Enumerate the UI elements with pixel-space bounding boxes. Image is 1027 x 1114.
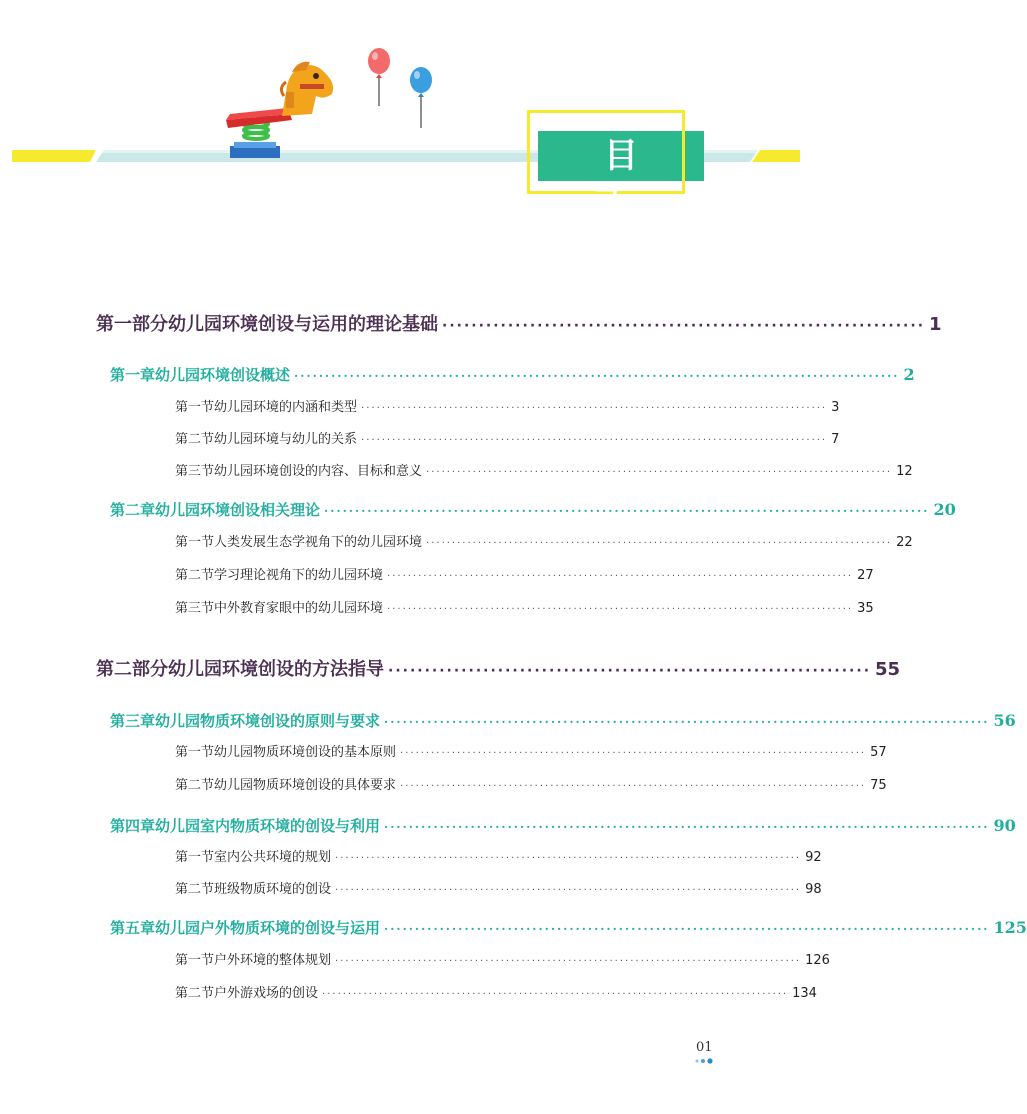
section-number: 第一节 <box>175 400 215 415</box>
toc-section[interactable] <box>175 741 887 761</box>
toc-section[interactable] <box>175 982 817 1002</box>
leader-dots: ·························································································· <box>335 853 802 864</box>
toc-chapter[interactable] <box>110 815 1016 837</box>
leader-dots: ·························································································· <box>400 781 867 792</box>
leader-dots: ·································································································· <box>384 820 990 834</box>
section-number: 第三节 <box>175 601 215 616</box>
footer-page-number: 01 <box>696 1040 713 1055</box>
section-title: 幼儿园物质环境创设的基本原则 <box>214 745 397 760</box>
leader-dots: ·································································· <box>442 318 926 334</box>
section-number: 第二节 <box>175 778 215 793</box>
toc-chapter[interactable] <box>110 364 915 386</box>
section-number: 第三节 <box>175 464 215 479</box>
page-number: 134 <box>792 986 817 1001</box>
page-number: 12 <box>896 464 913 479</box>
blue-balloon <box>406 64 436 130</box>
toc-section[interactable] <box>175 774 887 794</box>
section-title: 幼儿园环境创设的内容、目标和意义 <box>214 464 423 479</box>
chapter-title: 幼儿园环境创设相关理论 <box>155 501 321 519</box>
section-number: 第一节 <box>175 850 215 865</box>
chapter-title: 幼儿园物质环境创设的原则与要求 <box>155 712 381 730</box>
toc-section[interactable] <box>175 878 822 898</box>
leader-dots: ·························································································· <box>335 956 802 967</box>
page-number: 126 <box>805 953 830 968</box>
section-title: 户外游戏场的创设 <box>214 986 319 1001</box>
chapter-number: 第三章 <box>110 712 156 730</box>
page-number: 90 <box>993 816 1016 835</box>
toc-section[interactable] <box>175 428 840 448</box>
section-number: 第二节 <box>175 568 215 583</box>
section-number: 第二节 <box>175 432 215 447</box>
chapter-number: 第四章 <box>110 817 156 835</box>
toc-part[interactable] <box>96 310 942 336</box>
section-title: 室内公共环境的规划 <box>214 850 332 865</box>
section-number: 第一节 <box>175 535 215 550</box>
chapter-title: 幼儿园户外物质环境的创设与运用 <box>155 919 381 937</box>
page-number: 75 <box>870 778 887 793</box>
section-number: 第二节 <box>175 882 215 897</box>
part-title: 幼儿园环境创设的方法指导 <box>168 659 384 680</box>
toc-section[interactable] <box>175 597 874 617</box>
page-number: 35 <box>857 601 874 616</box>
section-title: 班级物质环境的创设 <box>214 882 332 897</box>
toc-chapter[interactable] <box>110 499 956 521</box>
chapter-title: 幼儿园环境创设概述 <box>155 366 291 384</box>
page-number: 57 <box>870 745 887 760</box>
leader-dots: ·································································································· <box>324 504 930 518</box>
leader-dots: ·························································································· <box>387 571 854 582</box>
page-number: 27 <box>857 568 874 583</box>
red-balloon <box>364 46 394 108</box>
leader-dots: ·························································································· <box>426 467 893 478</box>
footer-dots-decoration <box>694 1056 718 1066</box>
page-number: 98 <box>805 882 822 897</box>
leader-dots: ·························································································· <box>361 403 828 414</box>
chapter-number: 第五章 <box>110 919 156 937</box>
chapter-title: 幼儿园室内物质环境的创设与利用 <box>155 817 381 835</box>
section-title: 幼儿园物质环境创设的具体要求 <box>214 778 397 793</box>
leader-dots: ·························································································· <box>400 748 867 759</box>
toc-section[interactable] <box>175 460 913 480</box>
toc-section[interactable] <box>175 531 913 551</box>
part-number: 第一部分 <box>96 314 168 335</box>
part-number: 第二部分 <box>96 659 168 680</box>
section-number: 第二节 <box>175 986 215 1001</box>
leader-dots: ·································································································· <box>384 715 990 729</box>
section-number: 第一节 <box>175 953 215 968</box>
toc-section[interactable] <box>175 564 874 584</box>
page-number: 56 <box>993 711 1016 730</box>
leader-dots: ·································································································· <box>384 922 990 936</box>
leader-dots: ·································································· <box>388 663 872 679</box>
section-title: 中外教育家眼中的幼儿园环境 <box>214 601 384 616</box>
section-title: 幼儿园环境与幼儿的关系 <box>214 432 358 447</box>
leader-dots: ·························································································· <box>322 989 789 1000</box>
page-number: 92 <box>805 850 822 865</box>
section-title: 幼儿园环境的内涵和类型 <box>214 400 358 415</box>
leader-dots: ·························································································· <box>426 538 893 549</box>
leader-dots: ·························································································· <box>335 885 802 896</box>
page-title: 目 录 <box>590 136 666 226</box>
chapter-number: 第一章 <box>110 366 156 384</box>
page-number: 55 <box>875 659 901 680</box>
toc-section[interactable] <box>175 396 840 416</box>
part-title: 幼儿园环境创设与运用的理论基础 <box>168 314 438 335</box>
leader-dots: ·························································································· <box>387 604 854 615</box>
page-number: 22 <box>896 535 913 550</box>
section-title: 学习理论视角下的幼儿园环境 <box>214 568 384 583</box>
chapter-number: 第二章 <box>110 501 156 519</box>
leader-dots: ·································································································· <box>294 369 900 383</box>
page-number: 7 <box>831 432 840 447</box>
toc-chapter[interactable] <box>110 917 1027 939</box>
rocking-horse-illustration <box>220 58 340 168</box>
toc-section[interactable] <box>175 949 830 969</box>
page-number: 1 <box>929 314 942 335</box>
page-number: 2 <box>903 365 915 384</box>
page-number: 3 <box>831 400 840 415</box>
section-title: 人类发展生态学视角下的幼儿园环境 <box>214 535 423 550</box>
section-number: 第一节 <box>175 745 215 760</box>
section-title: 户外环境的整体规划 <box>214 953 332 968</box>
toc-section[interactable] <box>175 846 822 866</box>
toc-part[interactable] <box>96 655 901 681</box>
page-number: 20 <box>933 500 956 519</box>
leader-dots: ·························································································· <box>361 435 828 446</box>
toc-chapter[interactable] <box>110 710 1016 732</box>
page-number: 125 <box>993 918 1027 937</box>
